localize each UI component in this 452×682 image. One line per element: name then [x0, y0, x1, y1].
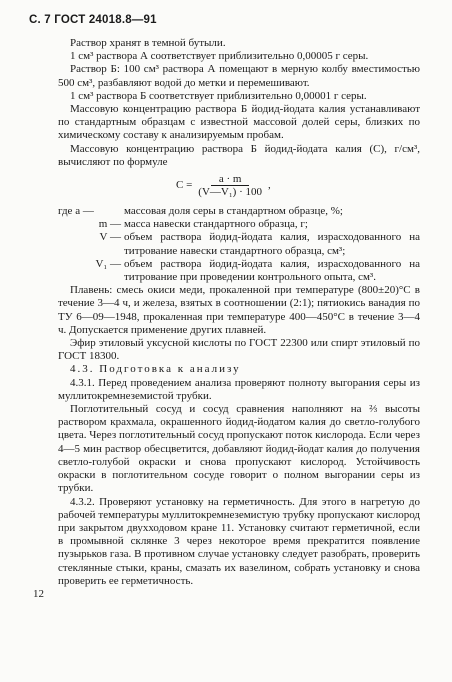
- variable-definitions: [58, 205, 420, 284]
- definition-text: объем раствора йодид-йодата калия, израсходованного на титрование навески стандартного образца, см³;: [124, 231, 420, 257]
- formula-tail: ,: [268, 179, 271, 192]
- page-header: С. 7 ГОСТ 24018.8—91: [29, 14, 157, 26]
- definition-text: массовая доля серы в стандартном образце, %;: [124, 205, 343, 218]
- definition-row: [58, 205, 420, 218]
- paragraph: Поглотительный сосуд и сосуд сравнения наполняют на ⅔ высоты раствором крахмала, окрашенного йодид-йодатом калия до светло-голубого цвета. Через поглотительный сосуд пропускают поток кислорода. Если через 4—5 мин раствор обесцветится, добавляют йодид-йодат калия до получения светло-голубой окраски и снова пропускают кислород. Устойчивость окраски в поглотительном сосуде говорит о полном выгорании серы из трубки.: [58, 403, 420, 495]
- paragraph: Массовую концентрацию раствора Б йодид-йодата калия устанавливают по стандартным образцам с известной массовой долей серы, близких по химическому составу к анализируемым пробам.: [58, 103, 420, 142]
- definition-row: [58, 231, 420, 257]
- paragraph: Массовую концентрацию раствора Б йодид-йодата калия (C), г/см³, вычисляют по формуле: [58, 142, 420, 168]
- paragraph: 1 см³ раствора А соответствует приблизительно 0,00005 г серы.: [70, 50, 369, 63]
- formula-lhs: C =: [176, 179, 193, 192]
- definition-text: масса навески стандартного образца, г;: [124, 218, 308, 231]
- paragraph: Раствор хранят в темной бутыли.: [70, 37, 226, 49]
- paragraph: Эфир этиловый уксусной кислоты по ГОСТ 22300 или спирт этиловый по ГОСТ 18300.: [58, 337, 420, 363]
- document-body: [58, 37, 420, 588]
- formula: [176, 173, 271, 199]
- definition-text: объем раствора йодид-йодата калия, израсходованного на титрование при проведении контрольного опыта, см³.: [124, 257, 420, 284]
- paragraph: 4.3.1. Перед проведением анализа проверяют полноту выгорания серы из муллитокремнеземистой трубки.: [58, 376, 420, 402]
- page-number: 12: [33, 588, 44, 600]
- definition-symbol: V₁ —: [95, 257, 121, 270]
- section-heading: 4.3. Подготовка к анализу: [70, 363, 241, 376]
- paragraph: 1 см³ раствора Б соответствует приблизительно 0,00001 г серы.: [70, 89, 367, 102]
- paragraph: Раствор Б: 100 см³ раствора А помещают в мерную колбу вместимостью 500 см³, разбавляют водой до метки и перемешивают.: [58, 63, 420, 89]
- formula-fraction: [198, 173, 262, 199]
- definition-symbol: V —: [99, 231, 121, 244]
- definition-symbol: где a —: [58, 205, 94, 218]
- definition-row: [58, 258, 420, 284]
- paragraph: Плавень: смесь окиси меди, прокаленной при температуре (800±20)°С в течение 3—4 ч, и железа, взятых в соотношении (2:1); пятиокись ванадия по ТУ 6—09—1948, прокаленная при температуре 400—450°С в течение 3—4 ч. Допускается применение других плавней.: [58, 284, 420, 336]
- definition-symbol: m —: [98, 218, 121, 231]
- definition-row: [58, 218, 420, 231]
- formula-block: [58, 169, 420, 205]
- formula-numerator: a · m: [211, 173, 250, 186]
- formula-denominator: (V—V₁) · 100: [198, 186, 263, 199]
- paragraph: 4.3.2. Проверяют установку на герметичность. Для этого в нагретую до рабочей температуры муллитокремнеземистую трубку пропускают кислород при закрытом двухходовом кране 11. Установку считают герметичной, если в промывной склянке 3 через некоторое время прекратится появление пузырьков газа. В противном случае установку следует разобрать, проверить стеклянные стыки, краны, смазать их вазелином, собрать установку и снова проверить ее герметичность.: [58, 495, 420, 587]
